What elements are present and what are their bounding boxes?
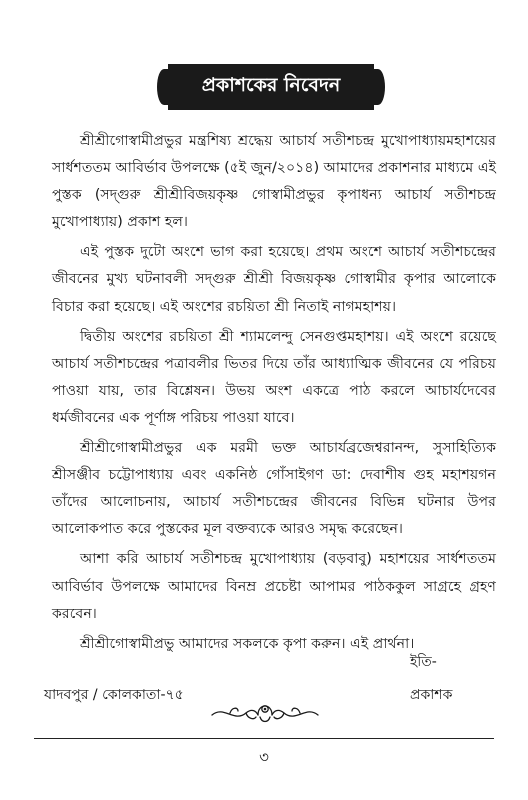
publisher-signature: প্রকাশক — [410, 687, 453, 703]
body-text — [52, 128, 496, 661]
floral-scroll-ornament-icon — [210, 693, 320, 725]
closing-iti: ইতি- — [410, 654, 437, 670]
heading-cap-right — [371, 69, 385, 105]
heading-text: প্রকাশকের নিবেদন — [201, 74, 341, 96]
footer-rule — [34, 738, 494, 739]
paragraph-5: আশা করি আচার্য সতীশচন্দ্র মুখোপাধ্যায় (বড়বাবু) মহাশয়ের সার্ধশততম আবির্ভাব উপলক্ষে আমাদের বিনম্র প্রচেষ্টা আপামর পাঠককুল সাগ্রহে গ্রহণ করবেন। — [52, 551, 496, 622]
paragraph-2: এই পুস্তক দুটো অংশে ভাগ করা হয়েছে। প্রথম অংশে আচার্য সতীশচন্দ্রের জীবনের মুখ্য ঘটনাবলী সদ্গুরু শ্রীশ্রী বিজয়কৃষ্ণ গোস্বামীর কৃপার আলোকে বিচার করা হয়েছে। এই অংশের রচয়িতা শ্রী নিতাই নাগমহাশয়। — [52, 244, 496, 315]
place-line: যাদবপুর / কোলকাতা-৭৫ — [44, 687, 184, 703]
paragraph-6: শ্রীশ্রীগোস্বামীপ্রভু আমাদের সকলকে কৃপা করুন। এই প্রার্থনা। — [80, 635, 415, 652]
page-heading — [168, 64, 374, 110]
paragraph-3: দ্বিতীয় অংশের রচয়িতা শ্রী শ্যামলেন্দু সেনগুপ্তমহাশয়। এই অংশে রয়েছে আচার্য সতীশচন্দ্রের পত্রাবলীর ভিতর দিয়ে তাঁর আধ্যাত্মিক জীবনের যে পরিচয় পাওয়া যায়, তার বিশ্লেষন। উভয় অংশ একত্রে পাঠ করলে আচার্যদেবের ধর্মজীবনের এক পূর্ণাঙ্গ পরিচয় পাওয়া যাবে। — [52, 328, 496, 426]
page-number: ৩ — [259, 748, 269, 766]
paragraph-4: শ্রীশ্রীগোস্বামীপ্রভুর এক মরমী ভক্ত আচার্যব্রজেশ্বরানন্দ, সুসাহিত্যিক শ্রীসঞ্জীব চট্টোপাধ্যায় এবং একনিষ্ঠ গোঁসাইগণ ডা: দেবাশীষ গুহ মহাশয়গন তাঁদের আলোচনায়, আচার্য সতীশচন্দ্রের জীবনের বিভিন্ন ঘটনার উপর আলোকপাত করে পুস্তকের মূল বক্তব্যকে আরও সমৃদ্ধ করেছেন। — [52, 440, 496, 538]
paragraph-1: শ্রীশ্রীগোস্বামীপ্রভুর মন্ত্রশিষ্য শ্রদ্ধেয় আচার্য সতীশচন্দ্র মুখোপাধ্যায়মহাশয়ের সার্ধশততম আবির্ভাব উপলক্ষে (৫ই জুন/২০১৪) আমাদের প্রকাশনার মাধ্যমে এই পুস্তক (সদ্গুরু শ্রীশ্রীবিজয়কৃষ্ণ গোস্বামীপ্রভুর কৃপাধন্য আচার্য সতীশচন্দ্র মুখোপাধ্যায়) প্রকাশ হল। — [52, 133, 496, 231]
